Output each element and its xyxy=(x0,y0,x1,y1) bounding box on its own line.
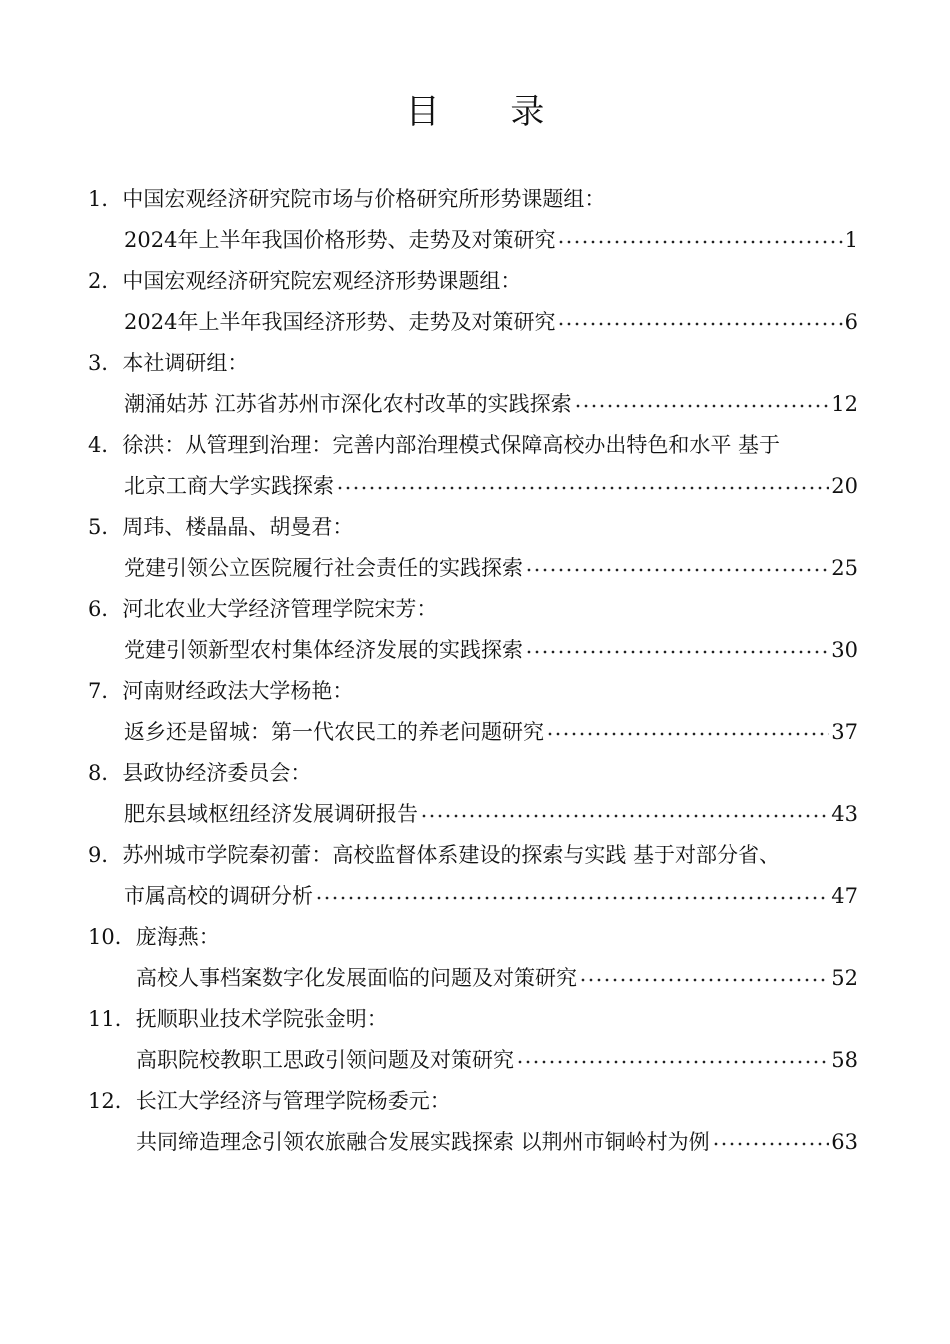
toc-entry-head xyxy=(88,676,353,706)
toc-entry-page: 37 xyxy=(831,720,858,744)
toc-entry-author: 县政协经济委员会： xyxy=(122,761,312,785)
toc-entry-number: 1． xyxy=(88,187,123,211)
leader-dots xyxy=(557,239,842,245)
toc-entry-head xyxy=(88,348,248,378)
toc-entry-title: 高职院校教职工思政引领问题及对策研究 xyxy=(136,1048,514,1072)
leader-dots xyxy=(579,977,829,983)
toc-entry-title-line xyxy=(124,553,858,583)
toc-entry-page: 30 xyxy=(831,638,858,662)
toc-entry-number: 3． xyxy=(88,351,123,375)
toc-entry-title: 党建引领新型农村集体经济发展的实践探索 xyxy=(124,638,523,662)
toc-entry-title: 共同缔造理念引领农旅融合发展实践探索 以荆州市铜岭村为例 xyxy=(136,1130,710,1154)
toc-entry-title: 市属高校的调研分析 xyxy=(124,884,313,908)
toc-entry-page: 20 xyxy=(831,474,858,498)
toc-entry-title-line xyxy=(136,1045,858,1075)
toc-entry-title-line xyxy=(136,963,858,993)
toc-entry-title-line xyxy=(124,307,858,337)
toc-entry-title: 党建引领公立医院履行社会责任的实践探索 xyxy=(124,556,523,580)
toc-entry[interactable] xyxy=(0,1082,950,1245)
toc-entry-head xyxy=(88,840,780,870)
toc-entry-head xyxy=(88,1004,388,1034)
leader-dots xyxy=(525,567,829,573)
toc-entry-number: 5． xyxy=(88,515,123,539)
toc-entry-title-line xyxy=(124,881,858,911)
toc-entry-head xyxy=(88,758,311,788)
toc-entry-title: 返乡还是留城：第一代农民工的养老问题研究 xyxy=(124,720,544,744)
toc-entry-author: 长江大学经济与管理学院杨委元： xyxy=(135,1089,451,1113)
toc-entry-head xyxy=(88,430,780,460)
toc-entry-title-line xyxy=(124,717,858,747)
toc-entry-page: 52 xyxy=(831,966,858,990)
toc-entry-author: 庞海燕： xyxy=(135,925,220,949)
leader-dots xyxy=(336,485,829,491)
toc-entry-number: 9． xyxy=(88,843,123,867)
toc-entry-title: 2024年上半年我国价格形势、走势及对策研究 xyxy=(124,228,556,252)
toc-entry-number: 10． xyxy=(88,925,136,949)
toc-entry-title-line xyxy=(124,635,858,665)
toc-entry-page: 63 xyxy=(831,1130,858,1154)
leader-dots xyxy=(557,321,842,327)
table-of-contents xyxy=(0,180,950,1245)
toc-entry-page: 58 xyxy=(831,1048,858,1072)
toc-entry-author: 本社调研组： xyxy=(122,351,249,375)
toc-entry-head xyxy=(88,594,437,624)
toc-entry-number: 12． xyxy=(88,1089,136,1113)
toc-entry-title-line xyxy=(124,389,858,419)
toc-entry-number: 6． xyxy=(88,597,123,621)
toc-entry-head xyxy=(88,512,353,542)
toc-entry-page: 47 xyxy=(831,884,858,908)
toc-entry-head xyxy=(88,922,220,952)
toc-entry-title: 肥东县域枢纽经济发展调研报告 xyxy=(124,802,418,826)
toc-entry-title: 2024年上半年我国经济形势、走势及对策研究 xyxy=(124,310,556,334)
toc-entry-head xyxy=(88,184,605,214)
toc-entry-page: 25 xyxy=(831,556,858,580)
toc-entry-title-line xyxy=(136,1127,858,1157)
leader-dots xyxy=(516,1059,829,1065)
toc-entry-title: 潮涌姑苏 江苏省苏州市深化农村改革的实践探索 xyxy=(124,392,572,416)
toc-entry-title-line xyxy=(124,225,858,255)
toc-entry-number: 2． xyxy=(88,269,123,293)
toc-entry-author: 苏州城市学院秦初蕾：高校监督体系建设的探索与实践 基于对部分省、 xyxy=(122,843,781,867)
toc-entry-head xyxy=(88,266,521,296)
toc-entry-number: 4． xyxy=(88,433,123,457)
toc-entry-author: 周玮、楼晶晶、胡曼君： xyxy=(122,515,354,539)
toc-entry-author: 河北农业大学经济管理学院宋芳： xyxy=(122,597,438,621)
leader-dots xyxy=(315,895,829,901)
toc-entry-number: 11． xyxy=(88,1007,136,1031)
toc-entry-number: 7． xyxy=(88,679,123,703)
toc-entry-author: 徐洪：从管理到治理：完善内部治理模式保障高校办出特色和水平 基于 xyxy=(122,433,781,457)
toc-entry-page: 43 xyxy=(831,802,858,826)
toc-entry-author: 中国宏观经济研究院宏观经济形势课题组： xyxy=(122,269,522,293)
leader-dots xyxy=(574,403,830,409)
toc-entry-page: 12 xyxy=(831,392,858,416)
toc-entry-author: 中国宏观经济研究院市场与价格研究所形势课题组： xyxy=(122,187,606,211)
toc-entry-head xyxy=(88,1086,451,1116)
toc-entry-number: 8． xyxy=(88,761,123,785)
toc-entry-title-line xyxy=(124,799,858,829)
toc-entry-title: 北京工商大学实践探索 xyxy=(124,474,334,498)
page-title: 目 录 xyxy=(405,92,575,132)
toc-entry-page: 6 xyxy=(844,310,858,334)
toc-entry-author: 河南财经政法大学杨艳： xyxy=(122,679,354,703)
toc-entry-title-line xyxy=(124,471,858,501)
toc-entry-author: 抚顺职业技术学院张金明： xyxy=(135,1007,388,1031)
leader-dots xyxy=(420,813,829,819)
leader-dots xyxy=(525,649,829,655)
toc-entry-title: 高校人事档案数字化发展面临的问题及对策研究 xyxy=(136,966,577,990)
leader-dots xyxy=(712,1141,830,1147)
leader-dots xyxy=(546,731,829,737)
toc-entry-page: 1 xyxy=(844,228,858,252)
